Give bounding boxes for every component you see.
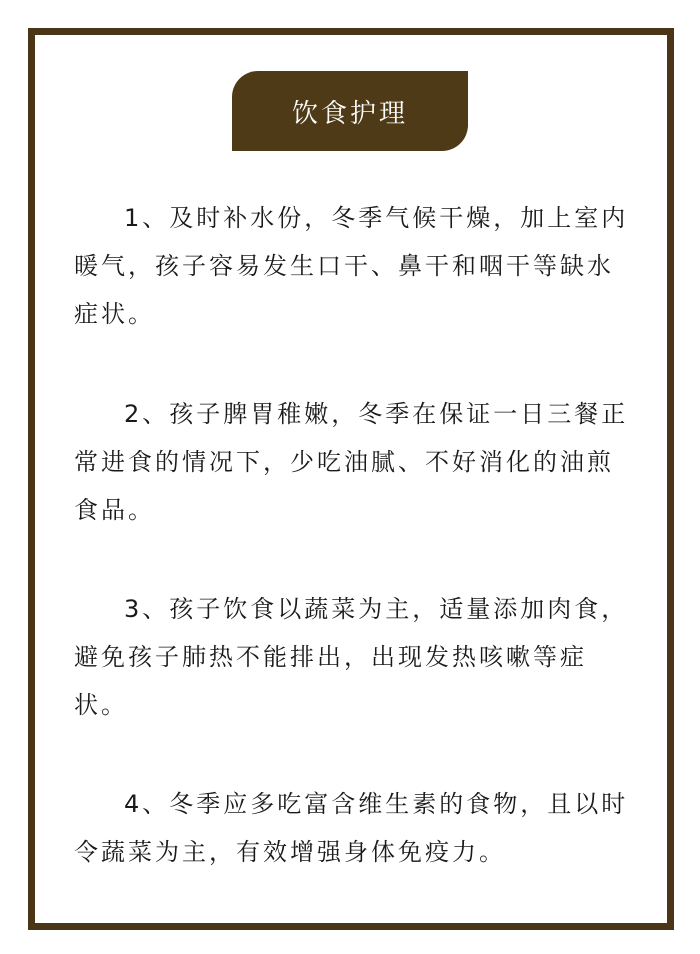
tip-paragraph-2: 2、孩子脾胃稚嫩，冬季在保证一日三餐正常进食的情况下，少吃油腻、不好消化的油煎食品。 xyxy=(74,400,629,524)
tip-paragraph-1: 1、及时补水份，冬季气候干燥，加上室内暖气，孩子容易发生口干、鼻干和咽干等缺水症状。 xyxy=(74,204,629,328)
title-badge xyxy=(232,71,468,151)
tip-paragraph-3: 3、孩子饮食以蔬菜为主，适量添加肉食，避免孩子肺热不能排出，出现发热咳嗽等症状。 xyxy=(74,595,629,719)
tip-paragraph-4: 4、冬季应多吃富含维生素的食物，且以时令蔬菜为主，有效增强身体免疫力。 xyxy=(74,790,629,866)
page-title: 饮食护理 xyxy=(291,98,408,129)
